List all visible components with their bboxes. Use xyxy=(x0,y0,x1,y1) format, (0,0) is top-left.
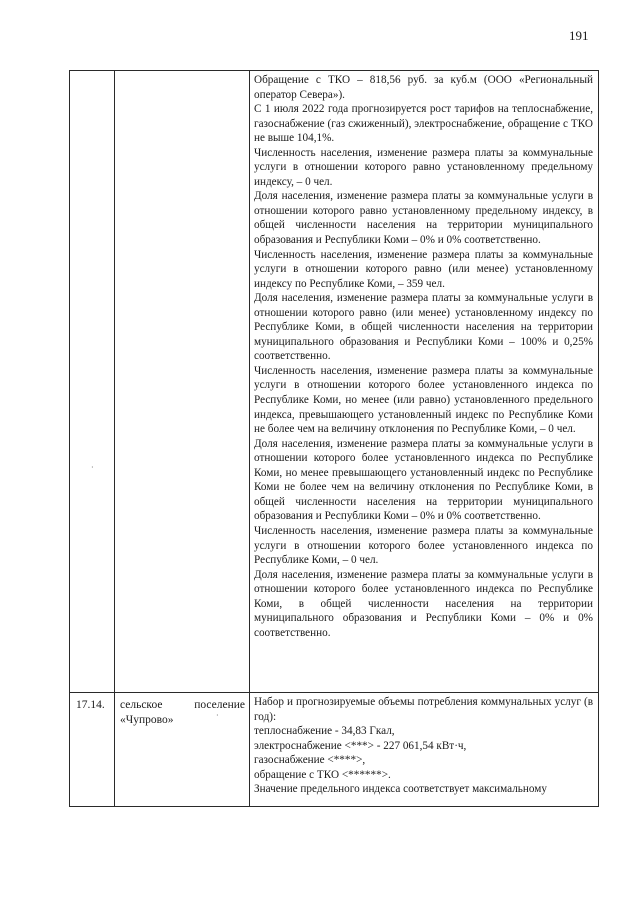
municipality-name-cell: сельское поселение «Чупрово» xyxy=(115,693,250,807)
paragraph: Набор и прогнозируемые объемы потребления коммунальных услуг (в год): xyxy=(254,696,593,723)
description-cell xyxy=(250,693,599,807)
scan-speck: · xyxy=(91,463,94,472)
page-number: 191 xyxy=(569,28,589,43)
paragraph: теплоснабжение - 34,83 Гкал, xyxy=(254,725,395,738)
paragraph: С 1 июля 2022 года прогнозируется рост тарифов на теплоснабжение, газоснабжение (газ сжиженный), электроснабжение, обращение с ТКО не выше 104,1%. xyxy=(254,103,593,145)
table-row xyxy=(70,71,599,693)
paragraph: Численность населения, изменение размера платы за коммунальные услуги в отношении которого равно (или менее) установленному индексу по Республике Коми, – 359 чел. xyxy=(254,248,593,290)
paragraph: Численность населения, изменение размера платы за коммунальные услуги в отношении которого равно установленному предельному индексу, – 0 чел. xyxy=(254,146,593,188)
table-row xyxy=(70,693,599,807)
row-number-cell: 17.14. xyxy=(70,693,115,807)
paragraph: Доля населения, изменение размера платы за коммунальные услуги в отношении которого равно установленному предельному индексу, в общей численности населения на территории муниципального образования и Республики Коми – 0% и 0% соответственно. xyxy=(254,190,593,247)
scan-speck: · xyxy=(216,711,219,720)
paragraph: Доля населения, изменение размера платы за коммунальные услуги в отношении которого равно (или менее) установленному индексу по Республике Коми, в общей численности населения на территории муниципального образования и Республики Коми – 100% и 0,25% соответственно. xyxy=(254,292,593,363)
paragraph: газоснабжение <****>, xyxy=(254,754,366,767)
municipal-index-table xyxy=(69,70,599,807)
paragraph: Значение предельного индекса соответствует максимальному xyxy=(254,783,547,796)
paragraph: электроснабжение <***> - 227 061,54 кВт·ч, xyxy=(254,739,467,752)
paragraph: Обращение с ТКО – 818,56 руб. за куб.м (ООО «Региональный оператор Севера»). xyxy=(254,74,593,101)
description-cell xyxy=(250,71,599,693)
paragraph: Доля населения, изменение размера платы за коммунальные услуги в отношении которого более установленного индекса по Республике Коми, но менее превышающего установленный индекс по Республике Коми не более чем на величину отклонения по Республике Коми, в общей численности населения на территории муниципального образования и Республики Коми – 0% и 0% соответственно. xyxy=(254,437,593,523)
paragraph: Доля населения, изменение размера платы за коммунальные услуги в отношении которого более установленного индекса по Республике Коми, в общей численности населения на территории муниципального образования и Республики Коми – 0% и 0% соответственно. xyxy=(254,568,593,639)
row-number-cell xyxy=(70,71,115,693)
paragraph: обращение с ТКО <******>. xyxy=(254,768,391,781)
paragraph: Численность населения, изменение размера платы за коммунальные услуги в отношении которого более установленного индекса по Республике Коми, но менее (или равно) установленного предельного индекса, превышающего установленный индекс по Республике Коми не более чем на величину отклонения по Республике Коми, – 0 чел. xyxy=(254,364,593,436)
paragraph: Численность населения, изменение размера платы за коммунальные услуги в отношении которого более установленного индекса по Республике Коми, – 0 чел. xyxy=(254,524,593,567)
municipality-name-cell xyxy=(115,71,250,693)
